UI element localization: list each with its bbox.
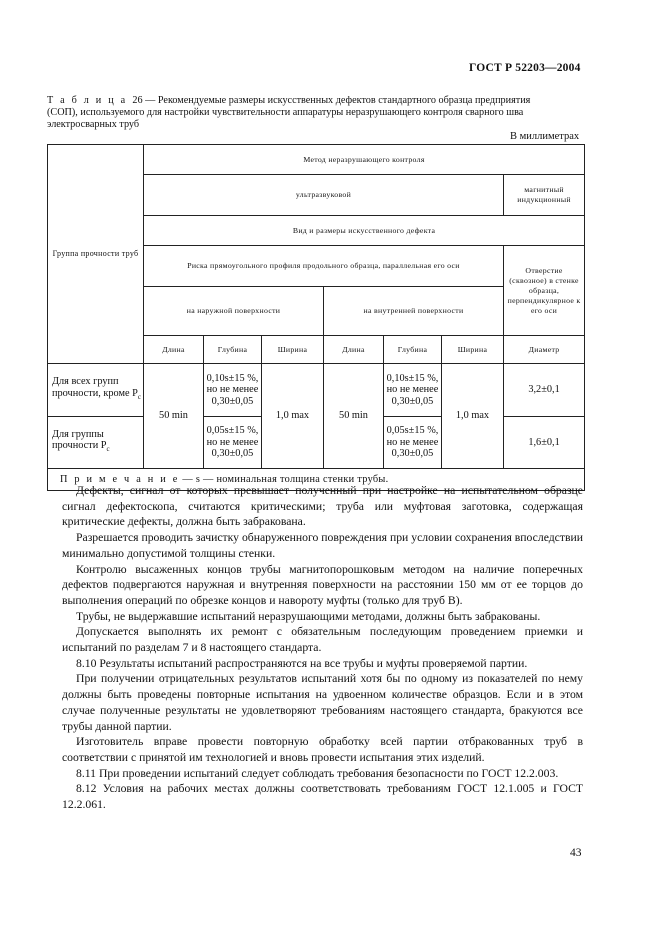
notch-header: Риска прямоугольного профиля продольного образца, параллельная его оси — [144, 246, 504, 287]
caption-line-3: электросварных труб — [47, 119, 140, 131]
col-diameter: Диаметр — [504, 336, 585, 364]
paragraph: При получении отрицательных результатов испытаний хотя бы по одному из показателей по нему должны быть проведены повторные испытания на удвоенном количестве образцов. Если и в этом случае полученные результаты не удовлетворяют требованиям настоящего стандарта, бракуются все трубы данной партии. — [62, 672, 583, 733]
paragraph: Трубы, не выдержавшие испытаний неразрушающими методами, должны быть забракованы. — [76, 609, 541, 623]
paragraph: Дефекты, сигнал от которых превышает полученный при настройке на испытательном образце сигнал дефектоскопа, считаются критическими; труба или муфтовая заготовка, содержащая критические дефекты, должна быть забракована. — [62, 484, 583, 529]
length-inner-value: 50 min — [324, 364, 384, 469]
diameter-value-2: 1,6±0,1 — [504, 417, 585, 469]
ultrasonic-header: ультразвуковой — [144, 175, 504, 216]
depth-outer-value-1: 0,10s±15 %, но не менее 0,30±0,05 — [204, 364, 262, 417]
standard-header: ГОСТ Р 52203—2004 — [469, 62, 581, 74]
paragraph: Разрешается проводить зачистку обнаруженного повреждения при условии сохранения впоследствии минимально допустимой толщины стенки. — [62, 531, 583, 560]
depth-inner-value-1: 0,10s±15 %, но не менее 0,30±0,05 — [384, 364, 442, 417]
depth-outer-value-2: 0,05s±15 %, но не менее 0,30±0,05 — [204, 417, 262, 469]
group-cell-1: Для всех групп прочности, кроме $P_c$ — [48, 364, 144, 417]
units-label: В миллиметрах — [510, 131, 580, 142]
group-cell-2: Для группы прочности $P_c$ — [48, 417, 144, 469]
caption-line-2: (СОП), используемого для настройки чувствительности аппаратуры неразрушающего контроля сварного шва — [47, 107, 524, 119]
paragraph: 8.10 Результаты испытаний распространяются на все трубы и муфты проверяемой партии. — [76, 656, 528, 670]
magnetic-header: магнитный индукционный — [504, 175, 585, 216]
outer-surface-header: на наружной поверхности — [144, 287, 324, 336]
paragraph: Допускается выполнять их ремонт с обязательным последующим проведением приемки и испытаний по разделам 7 и 8 настоящего стандарта. — [62, 625, 583, 655]
body-text — [62, 483, 583, 813]
hole-header: Отверстие (сквозное) в стенке образца, перпендикулярное к его оси — [504, 246, 585, 336]
paragraph: 8.11 При проведении испытаний следует соблюдать требования безопасности по ГОСТ 12.2.003. — [76, 766, 559, 780]
length-outer-value: 50 min — [144, 364, 204, 469]
depth-inner-value-2: 0,05s±15 %, но не менее 0,30±0,05 — [384, 417, 442, 469]
col-width-inner: Ширина — [442, 336, 504, 364]
page-number: 43 — [570, 847, 582, 859]
group-header: Группа прочности труб — [48, 145, 144, 364]
width-inner-value: 1,0 max — [442, 364, 504, 469]
defect-type-header: Вид и размеры искусственного дефекта — [144, 216, 585, 246]
method-header: Метод неразрушающего контроля — [144, 145, 585, 175]
col-depth-outer: Глубина — [204, 336, 262, 364]
col-depth-inner: Глубина — [384, 336, 442, 364]
width-outer-value: 1,0 max — [262, 364, 324, 469]
table-caption — [47, 95, 584, 132]
caption-line-1: Т а б л и ц а 26 — Рекомендуемые размеры искусственных дефектов стандартного образца предприятия — [47, 95, 531, 106]
paragraph: Изготовитель вправе провести повторную обработку всей партии отбракованных труб в соответствии с принятой им технологией и вновь провести испытания этих изделий. — [62, 735, 583, 764]
col-length-inner: Длина — [324, 336, 384, 364]
paragraph: Контролю высаженных концов трубы магнитопорошковым методом на наличие поперечных дефектов подвергаются наружная и внутренняя поверхности на расстоянии 150 мм от ее торцов до выполнения операций по обрезке концов и навороту муфты (только для труб В). — [62, 562, 583, 607]
col-length-outer: Длина — [144, 336, 204, 364]
diameter-value-1: 3,2±0,1 — [504, 364, 585, 417]
table-note: П р и м е ч а н и е — s — номинальная толщина стенки трубы. — [48, 469, 585, 491]
paragraph: 8.12 Условия на рабочих местах должны соответствовать требованиям ГОСТ 12.1.005 и ГОСТ 12.2.061. — [62, 782, 583, 812]
col-width-outer: Ширина — [262, 336, 324, 364]
inner-surface-header: на внутренней поверхности — [324, 287, 504, 336]
defects-table — [47, 144, 585, 491]
